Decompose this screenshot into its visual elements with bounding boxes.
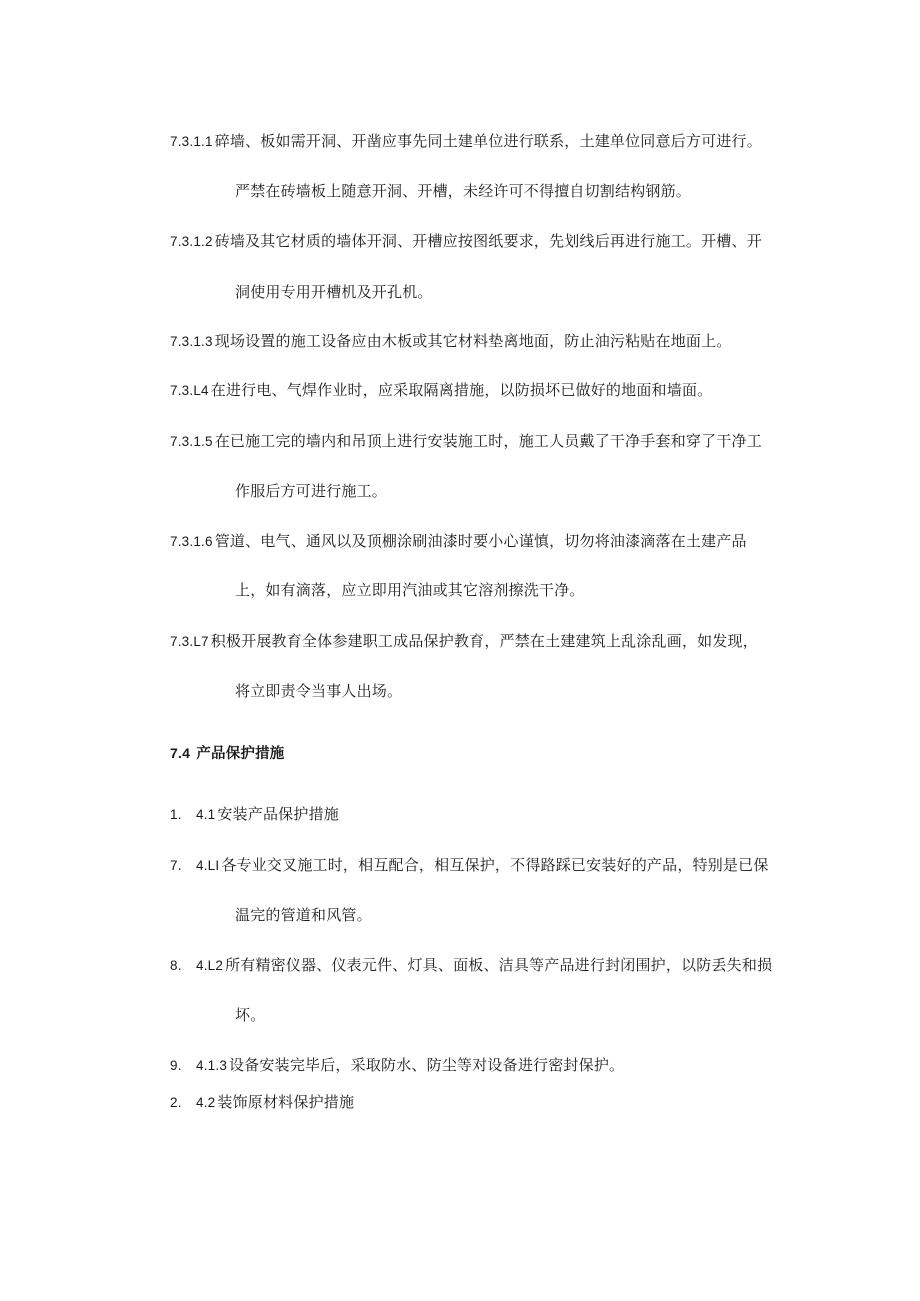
list-item [170,1055,624,1076]
clause-text: 在进行电、气焊作业时，应采取隔离措施，以防损坏已做好的地面和墙面。 [210,381,713,399]
clause-text: 洞使用专用开槽机及开孔机。 [235,283,433,301]
clause-7-3-1-1 [170,131,762,152]
list-marker: 9. [170,1058,182,1073]
item-number: 4.LI [196,858,220,873]
clause-7-3-1-3 [170,331,732,352]
list-item-continuation [235,905,372,925]
clause-continuation [235,282,433,302]
clause-continuation [235,181,691,201]
clause-7-3-1-2 [170,231,762,252]
item-number: 4.L2 [196,958,224,973]
list-item [170,804,339,825]
item-number: 4.1 [196,807,216,822]
clause-text: 作服后方可进行施工。 [235,482,388,500]
item-text: 安装产品保护措施 [217,805,339,823]
item-number: 4.1.3 [196,1058,228,1073]
clause-text: 砖墙及其它材质的墙体开洞、开槽应按图纸要求，先划线后再进行施工。开槽、开 [214,232,762,250]
clause-number: 7.3.1.3 [170,334,213,349]
clause-text: 在已施工完的墙内和吊顶上进行安装施工时，施工人员戴了干净手套和穿了干净工 [214,432,762,450]
section-title: 产品保护措施 [196,746,285,762]
clause-text: 碎墙、板如需开洞、开凿应事先同土建单位进行联系，土建单位同意后方可进行。 [214,132,762,150]
list-item [170,955,772,976]
clause-text: 上，如有滴落，应立即用汽油或其它溶剂擦洗干净。 [235,581,585,599]
clause-continuation [235,580,585,600]
list-marker: 1. [170,807,182,822]
item-text: 所有精密仪器、仪表元件、灯具、面板、洁具等产品进行封闭围护，以防丢失和损 [225,956,773,974]
clause-continuation [235,681,402,701]
clause-text: 将立即责令当事人出场。 [235,682,403,700]
item-text: 装饰原材料保护措施 [217,1093,355,1111]
clause-7-3-1-6 [170,531,747,552]
list-item-continuation [235,1005,265,1025]
clause-number: 7.3.1.6 [170,534,213,549]
list-marker: 7. [170,858,182,873]
clause-7-3-1-7 [170,631,758,652]
clause-text: 严禁在砖墙板上随意开洞、开槽，未经许可不得擅自切割结构钢筋。 [235,182,692,200]
clause-continuation [235,481,387,501]
item-text: 坏。 [235,1006,266,1024]
clause-text: 积极开展教育全体参建职工成品保护教育，严禁在土建建筑上乱涂乱画，如发现， [210,632,758,650]
list-item [170,855,769,876]
item-number: 4.2 [196,1095,216,1110]
clause-text: 现场设置的施工设备应由木板或其它材料垫离地面，防止油污粘贴在地面上。 [214,332,732,350]
item-text: 温完的管道和风管。 [235,906,372,924]
clause-number: 7.3.1.2 [170,234,213,249]
section-number: 7.4 [170,745,191,761]
list-item [170,1092,354,1113]
clause-number: 7.3.1.1 [170,134,213,149]
clause-number: 7.3.1.5 [170,434,213,449]
list-marker: 2. [170,1095,182,1110]
list-marker: 8. [170,958,182,973]
item-text: 设备安装完毕后，采取防水、防尘等对设备进行密封保护。 [229,1056,625,1074]
clause-number: 7.3.L7 [170,634,209,649]
clause-text: 管道、电气、通风以及顶棚涂刷油漆时要小心谨慎，切勿将油漆滴落在土建产品 [214,532,747,550]
clause-7-3-1-5 [170,431,762,452]
section-heading [170,743,285,764]
clause-number: 7.3.L4 [170,383,209,398]
clause-7-3-1-4 [170,380,712,401]
item-text: 各专业交叉施工时，相互配合，相互保护，不得路踩已安装好的产品，特别是已保 [221,856,769,874]
